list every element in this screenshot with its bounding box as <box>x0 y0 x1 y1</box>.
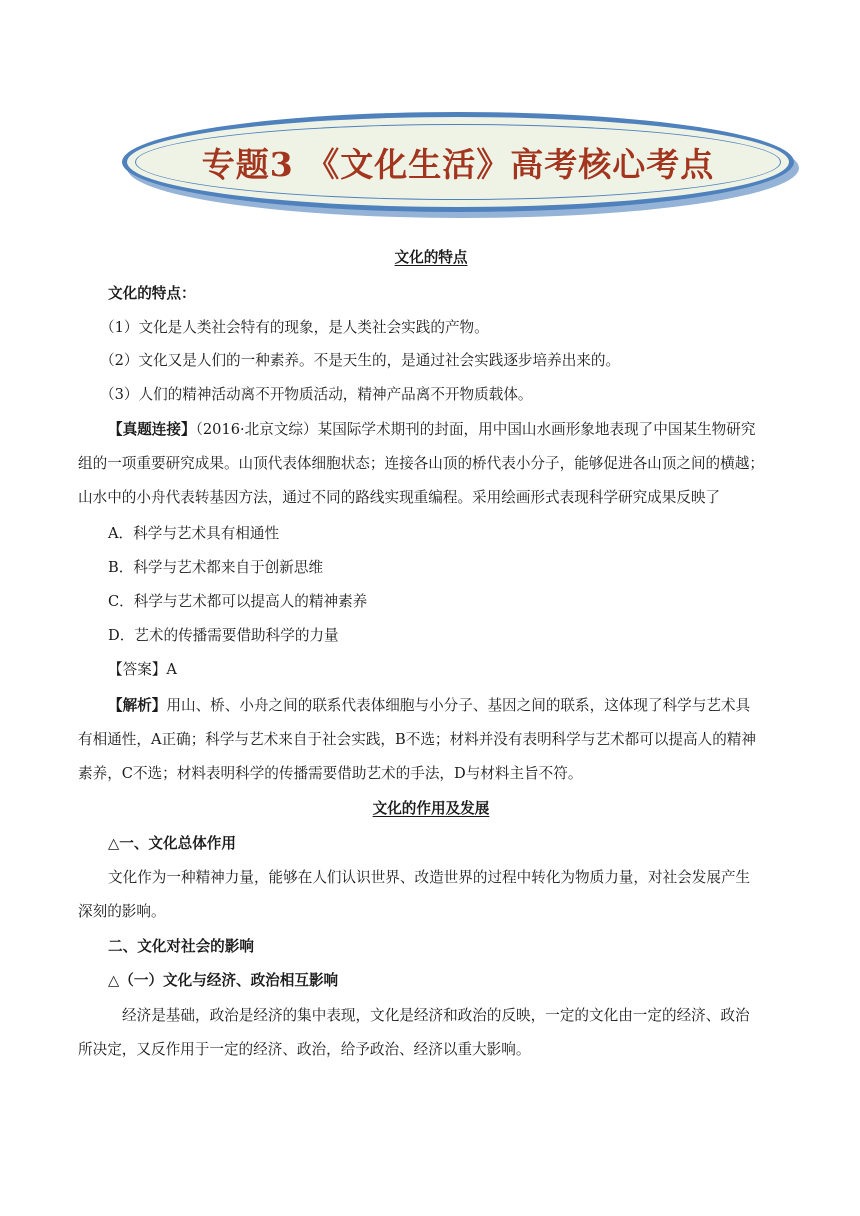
answer-value: A <box>166 661 177 678</box>
paragraph-2-line-1: 经济是基础，政治是经济的集中表现，文化是经济和政治的反映，一定的文化由一定的经济、政治 <box>122 1007 750 1024</box>
title-banner <box>122 112 794 212</box>
subheading-overall-role: △一、文化总体作用 <box>108 835 236 852</box>
point-2: （2）文化又是人们的一种素养。不是天生的，是通过社会实践逐步培养出来的。 <box>100 352 621 369</box>
answer-line <box>108 660 814 680</box>
question-line-2: 组的一项重要研究成果。山顶代表体细胞状态；连接各山顶的桥代表小分子，能够促进各山顶之间的横越； <box>78 455 764 472</box>
question-line-3: 山水中的小舟代表转基因方法，通过不同的路线实现重编程。采用绘画形式表现科学研究成果反映了 <box>78 489 721 506</box>
section-heading-role: 文化的作用及发展 <box>372 800 490 817</box>
option-b: B．科学与艺术都来自于创新思维 <box>108 559 324 576</box>
answer-tag: 【答案】 <box>108 661 167 678</box>
paragraph-1-line-2: 深刻的影响。 <box>78 903 166 920</box>
question-text-1: （2016·北京文综）某国际学术期刊的封面，用中国山水画形象地表现了中国某生物研究 <box>195 421 756 438</box>
analysis-tag: 【解析】 <box>108 697 167 714</box>
paragraph-2-line-2: 所决定，又反作用于一定的经济、政治，给予政治、经济以重大影响。 <box>78 1041 531 1058</box>
point-3: （3）人们的精神活动离不开物质活动，精神产品离不开物质载体。 <box>100 386 533 403</box>
option-c: C．科学与艺术都可以提高人的精神素养 <box>108 593 368 610</box>
analysis-line-2: 有相通性，A正确；科学与艺术来自于社会实践，B不选；材料并没有表明科学与艺术都可以提高人的精神 <box>78 731 756 748</box>
subheading-characteristics: 文化的特点： <box>108 285 196 302</box>
analysis-line-1 <box>108 696 814 716</box>
option-a: A．科学与艺术具有相通性 <box>108 525 280 542</box>
document-title: 专题3 《文化生活》高考核心考点 <box>201 144 715 184</box>
section-heading-characteristics: 文化的特点 <box>394 249 468 266</box>
paragraph-1-line-1: 文化作为一种精神力量，能够在人们认识世界、改造世界的过程中转化为物质力量，对社会发展产生 <box>108 869 751 886</box>
subheading-economy-politics: △（一）文化与经济、政治相互影响 <box>108 972 339 989</box>
option-d: D．艺术的传播需要借助科学的力量 <box>108 627 339 644</box>
question-tag: 【真题连接】 <box>108 421 196 438</box>
point-1: （1）文化是人类社会特有的现象，是人类社会实践的产物。 <box>100 319 489 336</box>
subheading-social-impact: 二、文化对社会的影响 <box>108 938 254 955</box>
question-line-1 <box>108 420 814 440</box>
analysis-text-1: 用山、桥、小舟之间的联系代表体细胞与小分子、基因之间的联系，这体现了科学与艺术具 <box>166 697 751 714</box>
analysis-line-3: 素养，C不选；材料表明科学的传播需要借助艺术的手法，D与材料主旨不符。 <box>78 765 583 782</box>
